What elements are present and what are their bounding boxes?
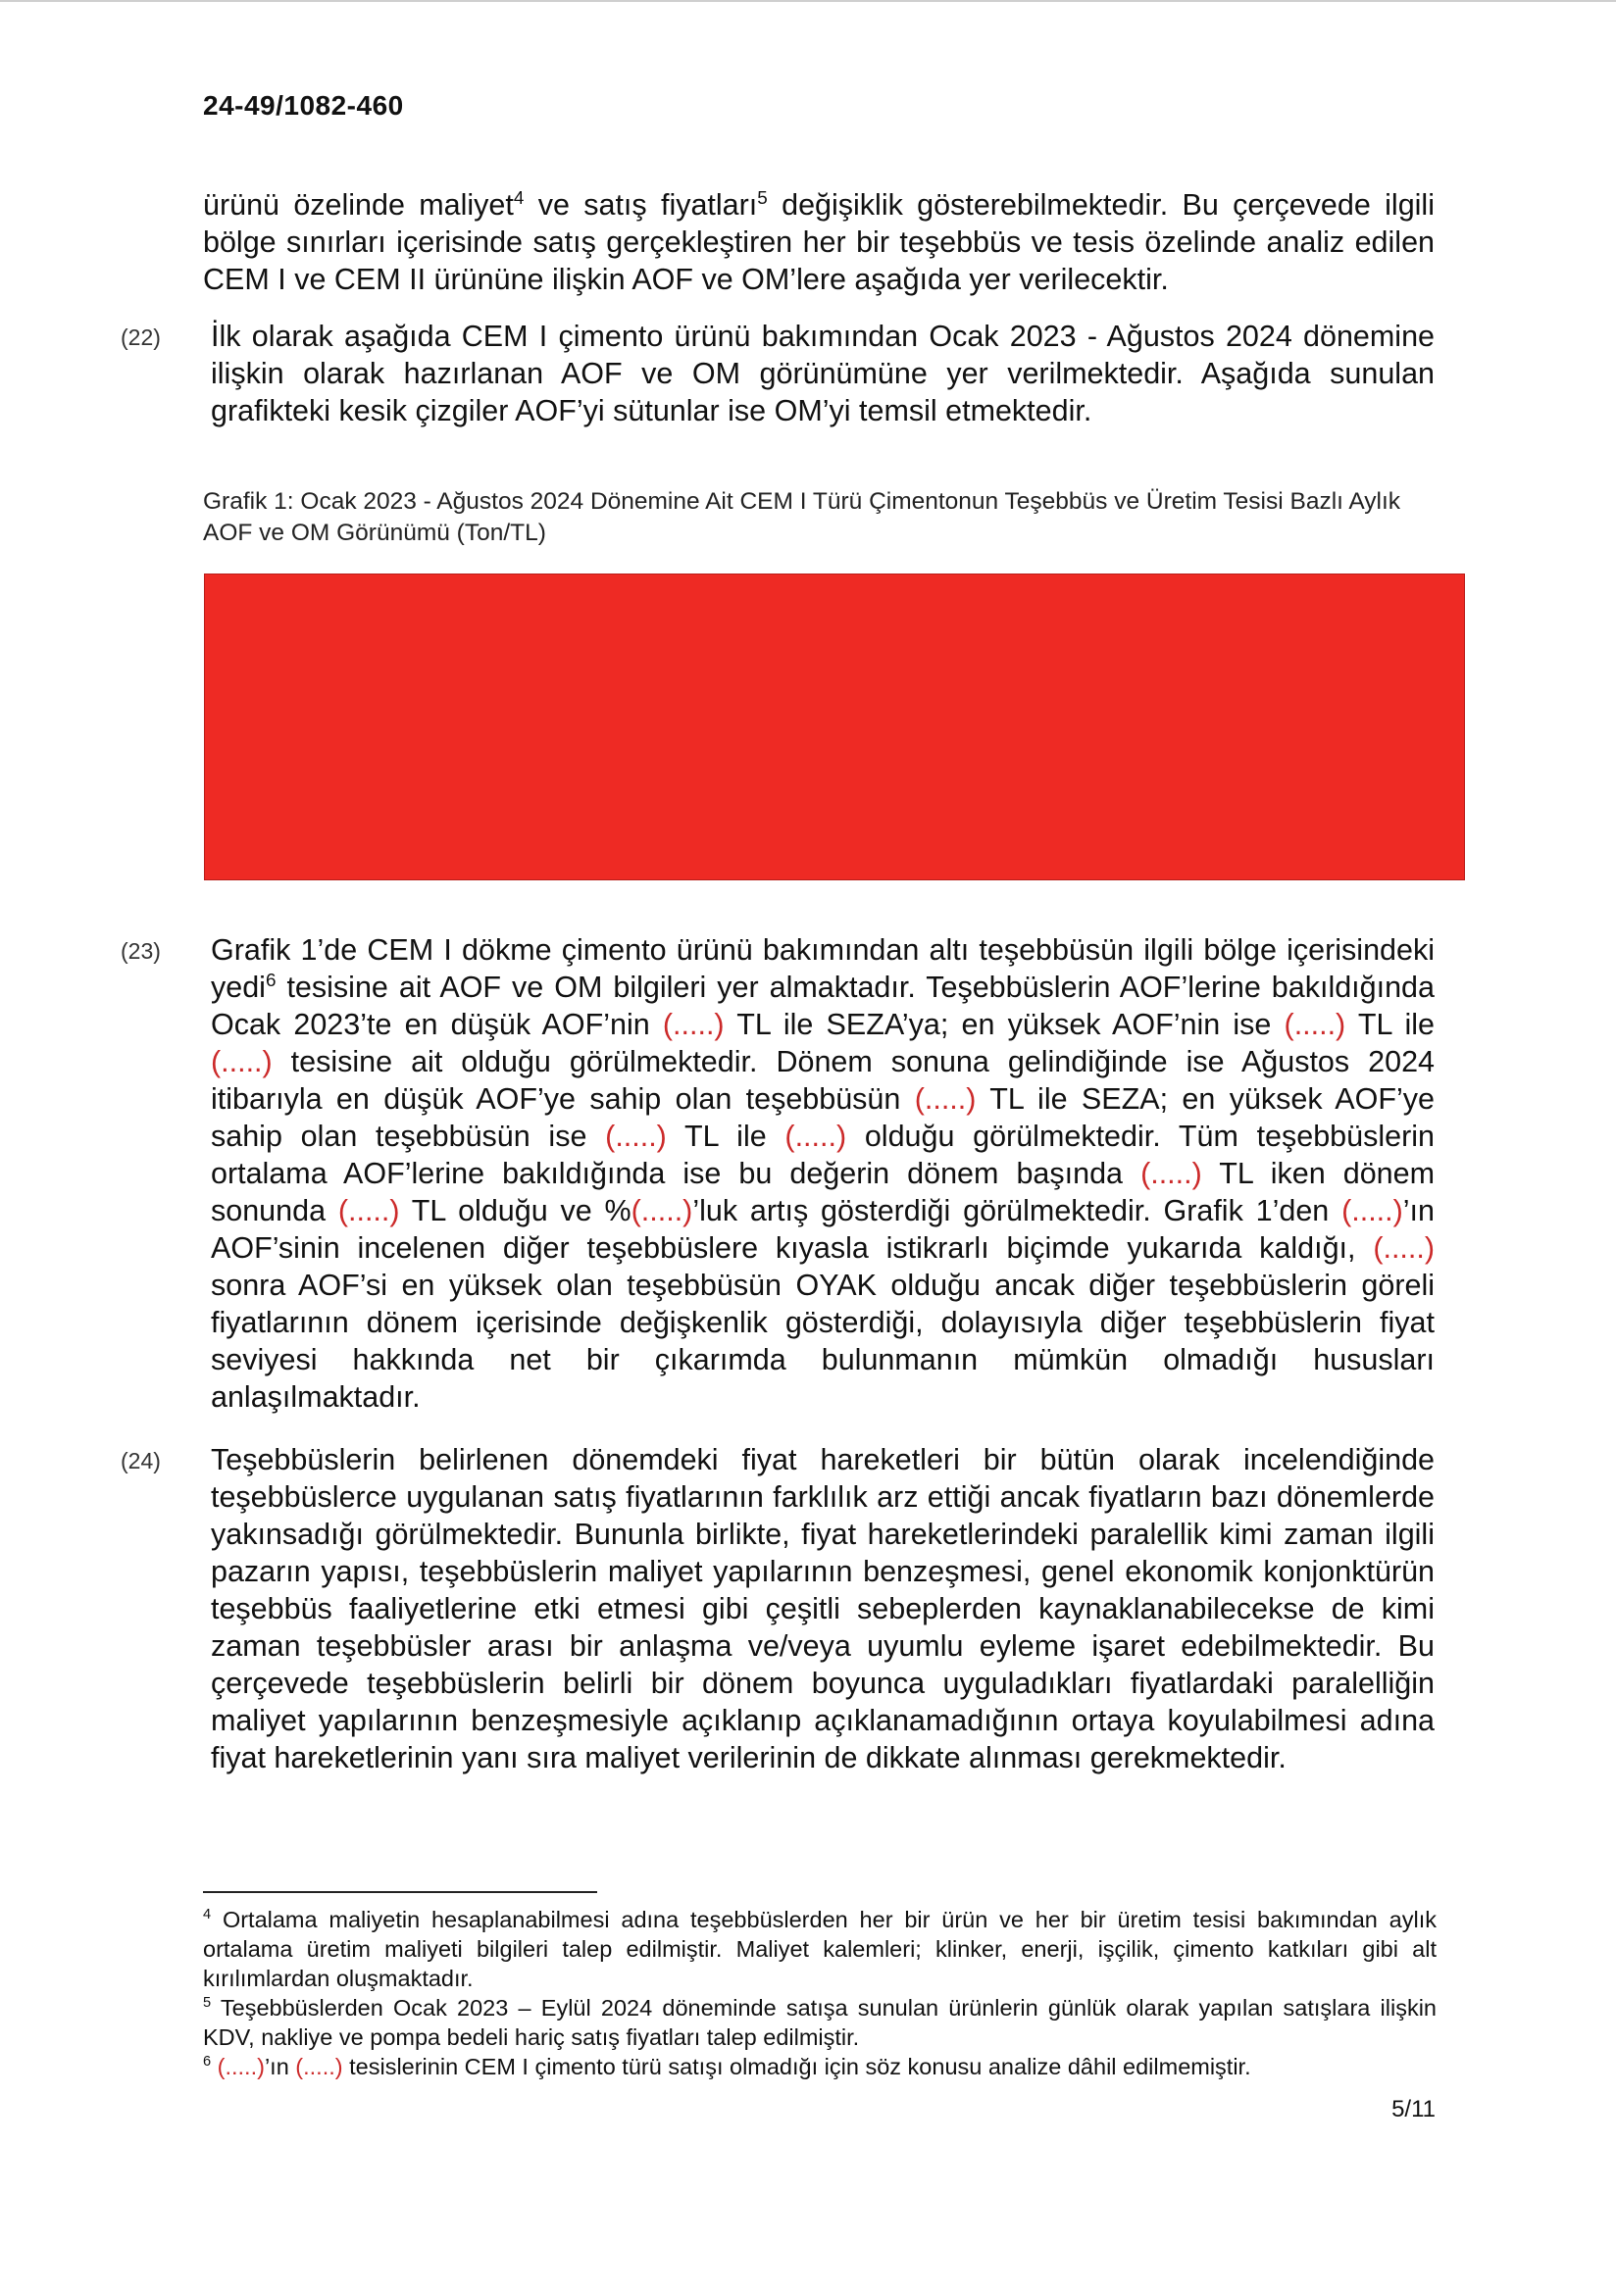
redacted-value: (.....) [631,1194,693,1227]
p23-text: ’ın AOF’sinin incelenen diğer teşebbüslere kıyasla istikrarlı biçimde yukarıda kaldığı, [211,1194,1435,1265]
scan-top-edge [0,0,1616,2]
p23-text: TL olduğu ve % [399,1194,631,1227]
intro-text-1: ürünü özelinde maliyet [203,188,514,222]
redacted-chart-block [204,574,1465,880]
paragraph-24: Teşebbüslerin belirlenen dönemdeki fiyat hareketleri bir bütün olarak incelendiğinde teşebbüslerce uygulanan satış fiyatlarının farklılık arz ettiği ancak fiyatların bazı dönemlerde yakınsadığı görülmektedir. Bununla birlikte, fiyat hareketlerindeki paralellik kimi zaman ilgili pazarın yapısı, teşebbüslerin maliyet yapılarının benzeşmesi, genel ekonomik konjonktürün teşebbüs faaliyetlerine etki etmesi gibi çeşitli sebeplerden kaynaklanabilecekse de kimi zaman teşebbüsler arası bir anlaşma ve/veya uyumlu eyleme işaret edebilmektedir. Bu çerçevede teşebbüslerin belirli bir dönem boyunca uyguladıkları fiyatlardaki paralelliğin maliyet yapılarının benzeşmesiyle açıklanıp açıklanamadığının ortaya koyulabilmesi adına fiyat hareketlerinin yanı sıra maliyet verilerinin de dikkate alınması gerekmektedir. [211,1443,1435,1774]
paragraph-number-24: (24) [121,1448,161,1473]
p23-text: TL ile [1345,1008,1435,1041]
footnote-mark: 5 [203,1995,212,2012]
footnotes [203,1905,1437,2081]
p23-text: sonra AOF’si en yüksek olan teşebbüsün OYAK olduğu ancak diğer teşebbüslerin göreli fiyatlarının dönem içerisinde değişkenlik gösterdiği, dolayısıyla diğer teşebbüslerin fiyat seviyesi hakkında net bir çıkarımda bulunmanın mümkün olmadığı hususları anlaşılmaktadır. [211,1269,1435,1414]
p23-text: ’luk artış gösterdiği görülmektedir. Grafik 1’den [692,1194,1342,1227]
redacted-value: (.....) [914,1082,977,1116]
redacted-value: (.....) [605,1120,667,1153]
p23-text: TL ile SEZA; en yüksek AOF’ye sahip olan teşebbüsün ise [211,1082,1435,1153]
paragraph-number-23: (23) [121,938,161,964]
footnote-text: ’ın [264,2054,296,2079]
p23-text: olduğu görülmektedir. Tüm teşebbüslerin ortalama AOF’lerine bakıldığında ise bu değerin dönem başında [211,1120,1435,1190]
redacted-value: (.....) [337,1194,400,1227]
p23-text: TL iken dönem sonunda [211,1157,1436,1227]
footnote-6 [203,2052,1437,2081]
footnote-text: tesislerinin CEM I çimento türü satışı olmadığı için söz konusu analize dâhil edilmemiştir. [342,2054,1251,2079]
redacted-value: (.....) [211,1045,273,1078]
redacted-value: (.....) [1373,1231,1435,1265]
footnote-5 [203,1993,1437,2052]
p23-text: tesisine ait olduğu görülmektedir. Dönem sonuna gelindiğinde ise Ağustos 2024 itibarıyla en düşük AOF’ye sahip olan teşebbüsün [211,1045,1435,1116]
footnote-ref-5[interactable]: 5 [757,187,768,209]
document-number: 24-49/1082-460 [203,90,404,121]
redacted-value: (.....) [217,2054,265,2079]
footnote-4 [203,1905,1437,1993]
paragraph-23 [211,931,1435,1416]
redacted-value: (.....) [784,1120,847,1153]
footnote-separator [203,1891,597,1893]
paragraph-number-22: (22) [121,324,161,350]
figure-caption: Grafik 1: Ocak 2023 - Ağustos 2024 Dönemine Ait CEM I Türü Çimentonun Teşebbüs ve Üretim Tesisi Bazlı Aylık AOF ve OM Görünümü (Ton/TL) [203,488,1401,546]
footnote-text: Teşebbüslerden Ocak 2023 – Eylül 2024 döneminde satışa sunulan ürünlerin günlük olarak yapılan satışlara ilişkin KDV, nakliye ve pompa bedeli hariç satış fiyatları talep edilmiştir. [203,1995,1437,2050]
p23-text: TL ile SEZA’ya; en yüksek AOF’nin ise [724,1008,1285,1041]
intro-paragraph [203,186,1435,298]
redacted-value: (.....) [1341,1194,1403,1227]
paragraph-22: İlk olarak aşağıda CEM I çimento ürünü bakımından Ocak 2023 - Ağustos 2024 dönemine ilişkin olarak hazırlanan AOF ve OM görünümüne yer verilmektedir. Aşağıda sunulan grafikteki kesik çizgiler AOF’yi sütunlar ise OM’yi temsil etmektedir. [211,320,1435,427]
p23-text: Grafik 1’de CEM I dökme çimento ürünü bakımından altı teşebbüsün ilgili bölge içerisindeki yedi [211,933,1435,1004]
intro-text-3: değişiklik gösterebilmektedir. Bu çerçevede ilgili bölge sınırları içerisinde satış gerçekleştiren her bir teşebbüs ve tesis özelinde analiz edilen CEM I ve CEM II ürününe ilişkin AOF ve OM’lere aşağıda yer verilecektir. [203,188,1435,296]
intro-text-2: ve satış fiyatları [524,188,758,222]
footnote-text: Ortalama maliyetin hesaplanabilmesi adına teşebbüslerden her bir ürün ve her bir üretim tesisi bakımından aylık ortalama üretim maliyeti bilgileri talep edilmiştir. Maliyet kalemleri; klinker, enerji, işçilik, çimento katkıları gibi alt kırılımlardan oluşmaktadır. [203,1907,1437,1991]
footnote-mark: 6 [203,2054,212,2071]
footnote-ref-6[interactable]: 6 [265,970,277,991]
redacted-value: (.....) [1284,1008,1346,1041]
footnote-ref-4[interactable]: 4 [513,187,525,209]
p23-text: TL ile [666,1120,785,1153]
redacted-value: (.....) [295,2054,343,2079]
redacted-value: (.....) [662,1008,725,1041]
page-number: 5/11 [1391,2096,1436,2122]
p23-text: tesisine ait AOF ve OM bilgileri yer almaktadır. Teşebbüslerin AOF’lerine bakıldığında Ocak 2023’te en düşük AOF’nin [211,971,1435,1041]
redacted-value: (.....) [1140,1157,1202,1190]
footnote-mark: 4 [203,1907,212,1923]
